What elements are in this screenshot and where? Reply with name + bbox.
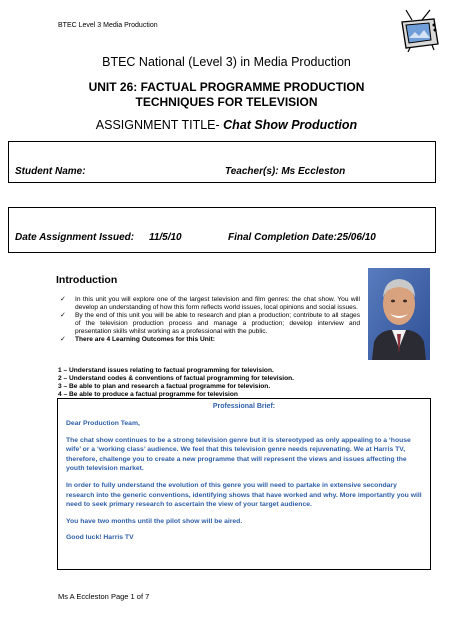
learning-outcome: 4 – Be able to produce a factual programme for television <box>58 391 238 398</box>
learning-outcome: 1 – Understand issues relating to factual programming for television. <box>58 367 274 374</box>
learning-outcome: 2 – Understand codes & conventions of factual programming for television. <box>58 375 294 382</box>
brief-paragraph: You have two months until the pilot show will be aired. <box>66 517 243 525</box>
bullet-text: There are 4 Learning Outcomes for this Unit: <box>75 336 215 344</box>
list-item <box>58 296 360 312</box>
completion-date-label: Final Completion Date:25/06/10 <box>228 232 376 243</box>
learning-outcome: 3 – Be able to plan and research a factual programme for television. <box>58 383 271 390</box>
assignment-title <box>0 118 453 132</box>
brief-signoff: Good luck! Harris TV <box>66 534 134 542</box>
bullet-text: In this unit you will explore one of the largest television and film genres: the chat show. You will develop an understanding of how this form reflects world issues, local opinions and social issues. <box>75 296 360 312</box>
brief-greeting: Dear Production Team, <box>66 420 140 427</box>
list-item <box>58 336 360 344</box>
student-info-box <box>8 141 436 183</box>
brief-paragraph: In order to fully understand the evolution of this genre you will need to partake in extensive secondary research into the generic conventions, identifying shows that have worked and why. More importantly you will need to seek primary research to ascertain the view of your target audience. <box>66 481 422 509</box>
date-info-box <box>8 207 436 253</box>
learning-outcomes <box>58 367 368 399</box>
checkmark-icon: ✓ <box>60 296 66 303</box>
assignment-prefix: ASSIGNMENT TITLE- <box>95 118 220 132</box>
brief-title: Professional Brief: <box>212 403 276 410</box>
unit-title <box>0 80 453 110</box>
checkmark-icon: ✓ <box>60 312 66 320</box>
date-issued-value: 11/5/10 <box>149 232 182 243</box>
presenter-photo <box>368 268 430 360</box>
list-item <box>58 312 360 336</box>
unit-title-line-2: TECHNIQUES FOR TELEVISION <box>135 95 318 109</box>
page-header: BTEC Level 3 Media Production <box>58 22 158 29</box>
checkmark-icon: ✓ <box>60 336 66 344</box>
student-name-label: Student Name: <box>15 166 86 177</box>
brief-paragraph: The chat show continues to be a strong television genre but it is stereotyped as only appealing to a ‘house wife’ or a ‘working class’ audience. We feel that this television genre needs rejuvenating. We at Harris TV, therefore, challenge you to create a new programme that will represent the views and issues affecting the youth television market. <box>66 436 411 473</box>
course-title: BTEC National (Level 3) in Media Production <box>102 55 351 69</box>
assignment-name: Chat Show Production <box>223 118 358 132</box>
unit-title-line-1: UNIT 26: FACTUAL PROGRAMME PRODUCTION <box>88 80 365 94</box>
introduction-bullets <box>58 296 360 345</box>
teacher-label: Teacher(s): Ms Eccleston <box>225 166 346 177</box>
introduction-heading: Introduction <box>56 274 118 286</box>
date-issued-label: Date Assignment Issued: <box>15 232 135 243</box>
page-footer: Ms A Eccleston Page 1 of 7 <box>58 592 150 601</box>
professional-brief-box <box>57 398 431 570</box>
brief-body <box>66 419 422 550</box>
bullet-text: By the end of this unit you will be able to research and plan a production; contribute to all stages of the television production process and manage a production; develop interview and presentation skills whilst working as a professional with the public. <box>75 312 360 336</box>
retro-tv-icon <box>398 8 440 52</box>
